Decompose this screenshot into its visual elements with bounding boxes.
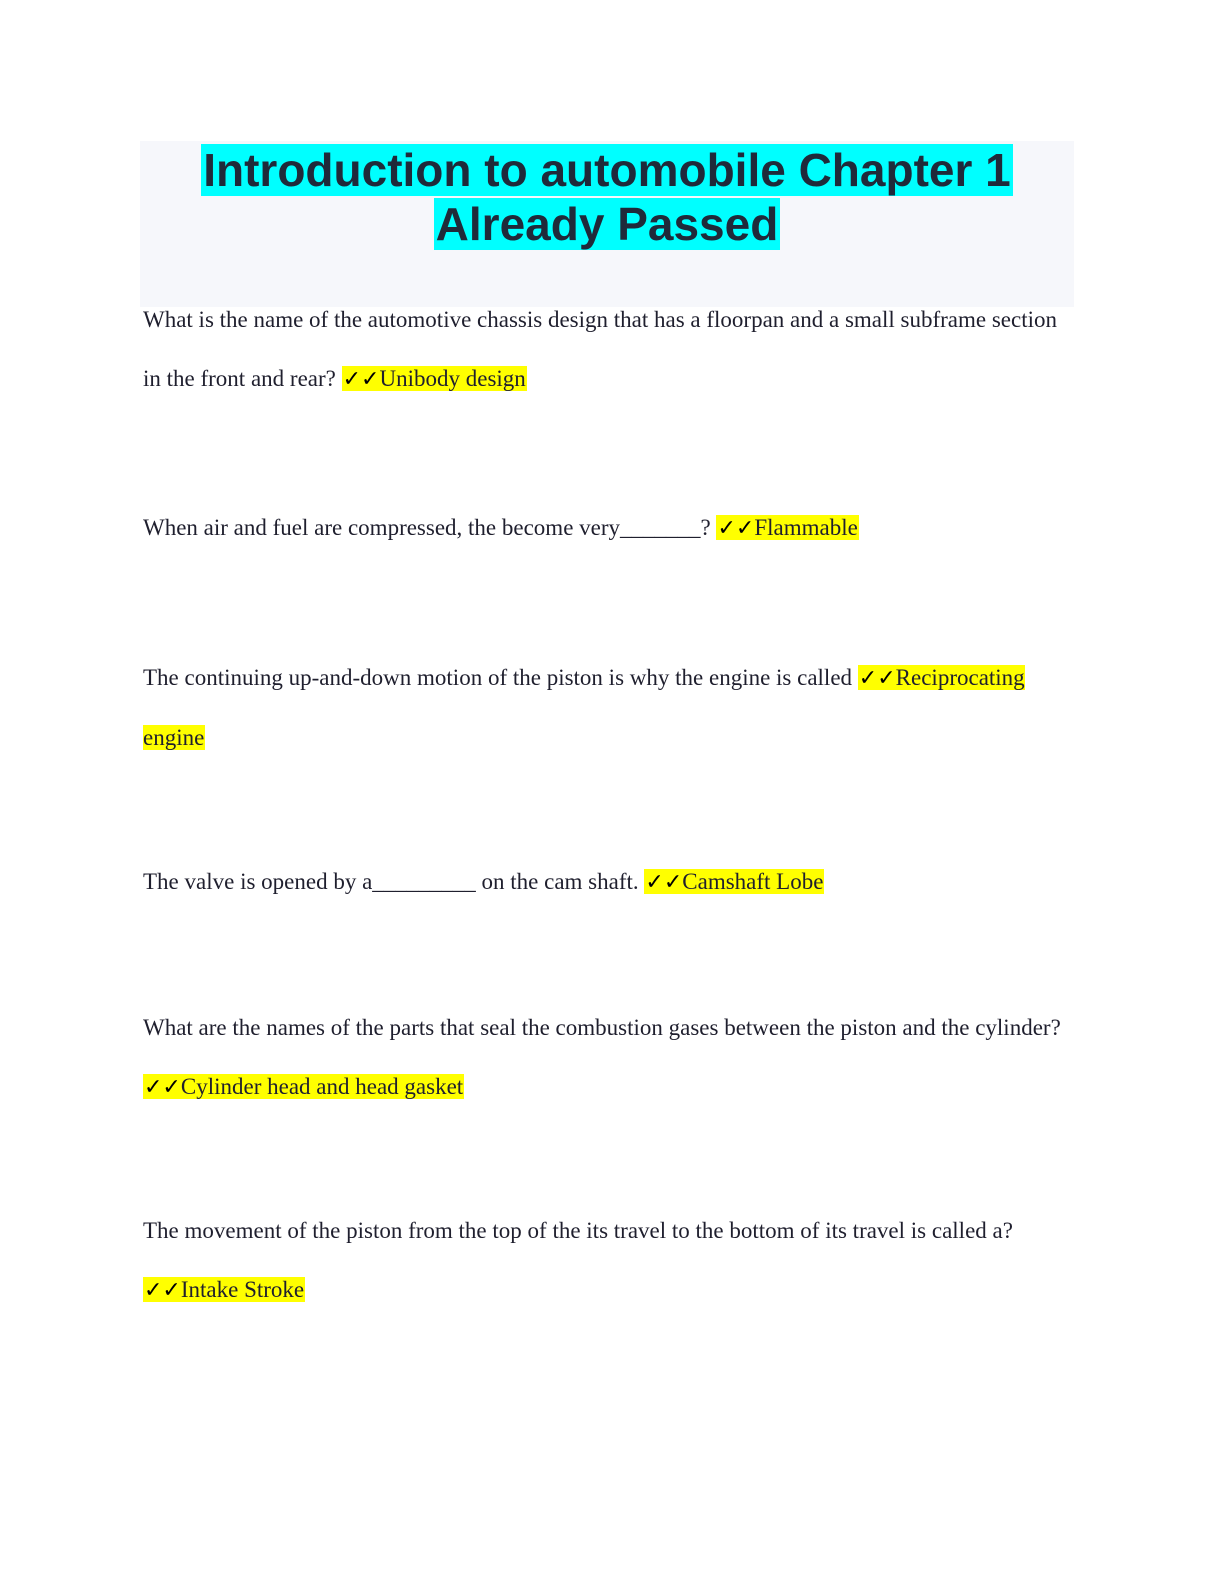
question-item-3 — [143, 649, 1073, 767]
question-text: The continuing up-and-down motion of the piston is why the engine is called — [143, 665, 853, 690]
double-check-icon: ✓✓ — [144, 1074, 181, 1100]
question-text: What are the names of the parts that seal the combustion gases between the piston and the cylinder? — [143, 1015, 1061, 1040]
question-item-5 — [143, 999, 1073, 1117]
answer-text: Reciprocating engine — [143, 665, 1025, 750]
question-item-2 — [143, 499, 1073, 559]
answer-text: Unibody design — [379, 365, 526, 391]
double-check-icon: ✓✓ — [144, 1277, 181, 1303]
double-check-icon: ✓✓ — [858, 666, 896, 691]
answer-highlight — [342, 366, 527, 391]
answer-text: Flammable — [754, 515, 858, 540]
answer-highlight — [644, 869, 824, 894]
question-text: The movement of the piston from the top of the its travel to the bottom of its travel is called a? — [143, 1218, 1013, 1243]
double-check-icon: ✓✓ — [717, 516, 755, 541]
answer-highlight — [143, 1074, 464, 1099]
title-line-2: Already Passed — [435, 198, 779, 250]
question-item-1 — [143, 291, 1073, 409]
answer-text: Intake Stroke — [180, 1276, 305, 1302]
question-text: The valve is opened by a_________ on the cam shaft. — [143, 869, 639, 894]
question-item-4 — [143, 853, 1073, 913]
answer-highlight — [716, 515, 858, 540]
question-text: What is the name of the automotive chassis design that has a floorpan and a small subframe section in the front and rear? — [143, 307, 1057, 391]
question-item-6 — [143, 1202, 1073, 1320]
answer-text: Cylinder head and head gasket — [180, 1073, 464, 1099]
answer-text: Camshaft Lobe — [682, 869, 824, 894]
page-title — [140, 143, 1074, 251]
question-text: When air and fuel are compressed, the become very_______? — [143, 515, 711, 540]
double-check-icon: ✓✓ — [342, 366, 380, 392]
double-check-icon: ✓✓ — [645, 870, 683, 895]
answer-highlight — [143, 1277, 305, 1302]
title-line-1: Introduction to automobile Chapter 1 — [203, 144, 1011, 196]
